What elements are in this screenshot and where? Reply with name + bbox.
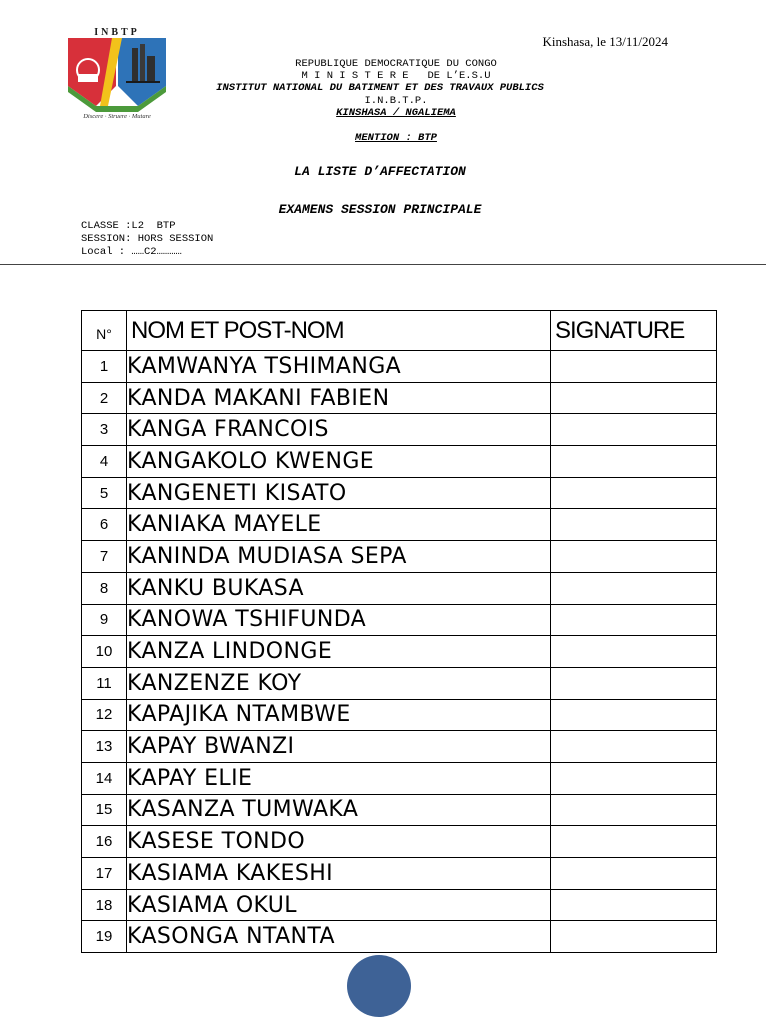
row-number: 16 (82, 826, 127, 858)
signature-cell[interactable] (551, 826, 717, 858)
row-number: 10 (82, 636, 127, 668)
signature-cell[interactable] (551, 414, 717, 446)
signature-cell[interactable] (551, 382, 717, 414)
meta-classe: CLASSE :L2 BTP (81, 220, 176, 232)
row-number: 2 (82, 382, 127, 414)
student-name: KANDA MAKANI FABIEN (127, 382, 551, 414)
table-row (82, 636, 717, 668)
table-row (82, 382, 717, 414)
student-name: KANINDA MUDIASA SEPA (127, 541, 551, 573)
student-name: KASESE TONDO (127, 826, 551, 858)
row-number: 7 (82, 541, 127, 573)
table-row (82, 889, 717, 921)
signature-cell[interactable] (551, 889, 717, 921)
row-number: 9 (82, 604, 127, 636)
table-row (82, 731, 717, 763)
table-header-row (82, 311, 717, 351)
row-number: 14 (82, 762, 127, 794)
row-number: 11 (82, 667, 127, 699)
table-row (82, 667, 717, 699)
meta-local: Local : ……C2………… (81, 246, 182, 258)
mention: MENTION : BTP (355, 132, 437, 144)
logo-motto: Discere · Struere · Mutare (83, 113, 151, 120)
table-row (82, 477, 717, 509)
student-name: KANZA LINDONGE (127, 636, 551, 668)
page-marker-circle (347, 955, 411, 1017)
assignment-table (81, 310, 717, 953)
signature-cell[interactable] (551, 636, 717, 668)
row-number: 18 (82, 889, 127, 921)
row-number: 12 (82, 699, 127, 731)
signature-cell[interactable] (551, 731, 717, 763)
student-name: KAPAJIKA NTAMBWE (127, 699, 551, 731)
table-row (82, 351, 717, 383)
student-name: KANKU BUKASA (127, 572, 551, 604)
signature-cell[interactable] (551, 858, 717, 890)
student-name: KANZENZE KOY (127, 667, 551, 699)
student-name: KAPAY BWANZI (127, 731, 551, 763)
document-date: Kinshasa, le 13/11/2024 (542, 34, 668, 49)
signature-cell[interactable] (551, 509, 717, 541)
header-signature: SIGNATURE (551, 311, 717, 351)
student-name: KASIAMA KAKESHI (127, 858, 551, 890)
row-number: 17 (82, 858, 127, 890)
header-name: NOM ET POST-NOM (127, 311, 551, 351)
table-row (82, 699, 717, 731)
student-name: KAPAY ELIE (127, 762, 551, 794)
table-row (82, 572, 717, 604)
row-number: 5 (82, 477, 127, 509)
header-acronym: I.N.B.T.P. (364, 95, 428, 107)
row-number: 19 (82, 921, 127, 953)
header-country: REPUBLIQUE DEMOCRATIQUE DU CONGO (295, 58, 497, 70)
signature-cell[interactable] (551, 541, 717, 573)
header-institute: INSTITUT NATIONAL DU BATIMENT ET DES TRAVAUX PUBLICS (216, 82, 544, 94)
table-row (82, 509, 717, 541)
table-row (82, 762, 717, 794)
student-name: KANGAKOLO KWENGE (127, 446, 551, 478)
table-row (82, 604, 717, 636)
student-name: KASANZA TUMWAKA (127, 794, 551, 826)
row-number: 6 (82, 509, 127, 541)
signature-cell[interactable] (551, 921, 717, 953)
row-number: 8 (82, 572, 127, 604)
table-row (82, 414, 717, 446)
table-row (82, 826, 717, 858)
student-name: KASIAMA OKUL (127, 889, 551, 921)
row-number: 4 (82, 446, 127, 478)
header-ministry: M I N I S T E R E DE L’E.S.U (301, 70, 491, 82)
header-divider (0, 264, 766, 265)
student-name: KANIAKA MAYELE (127, 509, 551, 541)
table-row (82, 921, 717, 953)
logo-acronym: INBTP (94, 27, 140, 38)
table-row (82, 794, 717, 826)
meta-session: SESSION: HORS SESSION (81, 233, 214, 245)
signature-cell[interactable] (551, 351, 717, 383)
signature-cell[interactable] (551, 477, 717, 509)
document-title: LA LISTE D’AFFECTATION (294, 164, 466, 179)
signature-cell[interactable] (551, 762, 717, 794)
row-number: 13 (82, 731, 127, 763)
row-number: 3 (82, 414, 127, 446)
table-row (82, 858, 717, 890)
document-subtitle: EXAMENS SESSION PRINCIPALE (278, 202, 482, 217)
signature-cell[interactable] (551, 699, 717, 731)
signature-cell[interactable] (551, 667, 717, 699)
student-name: KANOWA TSHIFUNDA (127, 604, 551, 636)
student-name: KANGENETI KISATO (127, 477, 551, 509)
signature-cell[interactable] (551, 604, 717, 636)
header-number: N° (82, 311, 127, 351)
student-name: KASONGA NTANTA (127, 921, 551, 953)
signature-cell[interactable] (551, 446, 717, 478)
row-number: 1 (82, 351, 127, 383)
row-number: 15 (82, 794, 127, 826)
table-row (82, 446, 717, 478)
signature-cell[interactable] (551, 572, 717, 604)
header-location: KINSHASA / NGALIEMA (336, 107, 456, 119)
student-name: KAMWANYA TSHIMANGA (127, 351, 551, 383)
signature-cell[interactable] (551, 794, 717, 826)
student-name: KANGA FRANCOIS (127, 414, 551, 446)
table-row (82, 541, 717, 573)
